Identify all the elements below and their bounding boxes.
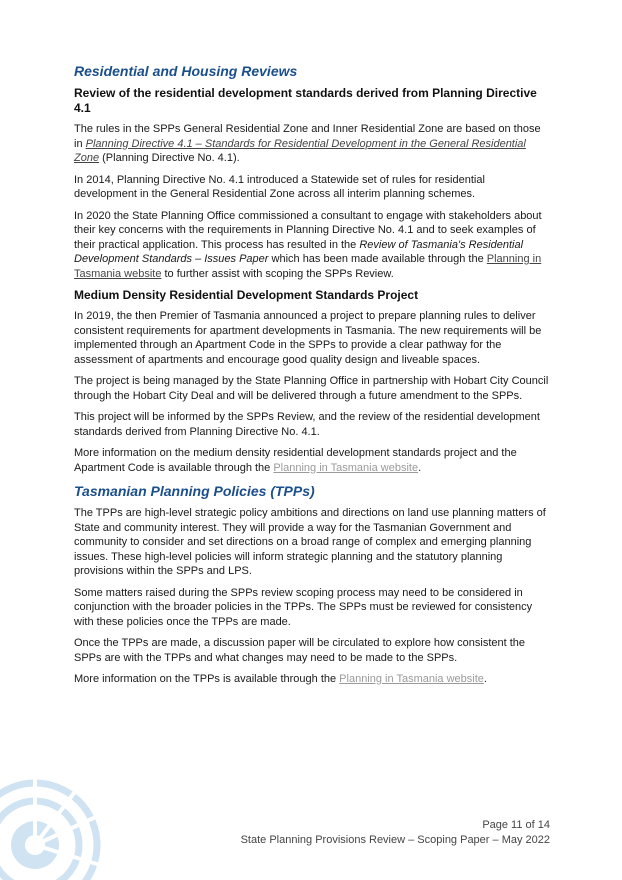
text: More information on the TPPs is available through the	[74, 673, 340, 685]
page-number: Page 11 of 14	[482, 819, 550, 831]
text: In 2020 the State Planning Office commissioned a consultant to engage with stakeholders about their key concerns with the requirements in Planning Directive No. 4.1 and to seek examples of their practical application. This process has resulted in the	[74, 209, 542, 251]
paragraph	[74, 446, 550, 475]
planning-directive-link[interactable]: Planning Directive 4.1 – Standards for Residential Development in the General Residential Zone	[74, 137, 526, 164]
text: The rules in the SPPs General Residential Zone and Inner Residential Zone are based on those in	[74, 123, 541, 150]
paragraph: This project will be informed by the SPPs Review, and the review of the residential development standards derived from Planning Directive No. 4.1.	[74, 411, 540, 438]
planning-in-tasmania-link[interactable]: Planning in Tasmania website	[339, 673, 484, 685]
section-heading-residential: Residential and Housing Reviews	[74, 63, 298, 79]
section-heading-tpps: Tasmanian Planning Policies (TPPs)	[74, 483, 315, 499]
issues-paper-title: Review of Tasmania's Residential Development Standards – Issues Paper	[74, 238, 524, 265]
paragraph	[74, 122, 550, 166]
paragraph	[74, 209, 550, 282]
planning-in-tasmania-link[interactable]: Planning in Tasmania website	[273, 461, 419, 474]
text: .	[418, 461, 422, 474]
text: to further assist with scoping the SPPs Review.	[161, 267, 394, 280]
paragraph: The TPPs are high-level strategic policy ambitions and directions on land use planning matters of State and community interest. They will provide a way for the Tasmanian Government and community to consider and set directions on a broad range of complex and emerging planning issues. These high-level policies will inform strategic planning and the statutory planning provisions within the SPPs and LPS.	[74, 507, 546, 577]
paragraph: In 2014, Planning Directive No. 4.1 introduced a Statewide set of rules for residential development in the General Residential Zone across all interim planning schemes.	[74, 173, 485, 200]
text: .	[483, 673, 487, 685]
subheading-review-standards: Review of the residential development standards derived from Planning Directive 4.1	[74, 86, 537, 115]
paragraph: In 2019, the then Premier of Tasmania announced a project to prepare planning rules to deliver consistent requirements for apartment developments in Tasmania. The new requirements will be implemented through an Apartment Code in the SPPs to provide a clear pathway for the assessment of apartments and encourage good quality design and liveable spaces.	[74, 310, 542, 366]
paragraph: Some matters raised during the SPPs review scoping process may need to be considered in conjunction with the broader policies in the TPPs. The SPPs must be reviewed for consistency with these policies once the TPPs are made.	[74, 586, 533, 628]
paragraph: Once the TPPs are made, a discussion paper will be circulated to explore how consistent the SPPs are with the TPPs and what changes may need to be made to the SPPs.	[74, 637, 526, 664]
text: More information on the medium density residential development standards project and the Apartment Code is available through the	[74, 447, 517, 474]
paragraph	[74, 672, 550, 687]
page-content	[74, 62, 550, 694]
paragraph: The project is being managed by the State Planning Office in partnership with Hobart City Council through the Hobart City Deal and will be delivered through a future amendment to the SPPs.	[74, 375, 549, 402]
subheading-medium-density: Medium Density Residential Development Standards Project	[74, 288, 419, 302]
page-footer	[241, 818, 550, 848]
planning-in-tasmania-link[interactable]: Planning in Tasmania website	[74, 253, 542, 280]
text: which has been made available through the	[268, 253, 487, 265]
circular-emblem-icon	[0, 765, 110, 880]
document-title: State Planning Provisions Review – Scoping Paper – May 2022	[240, 834, 550, 846]
text: (Planning Directive No. 4.1).	[99, 152, 240, 164]
